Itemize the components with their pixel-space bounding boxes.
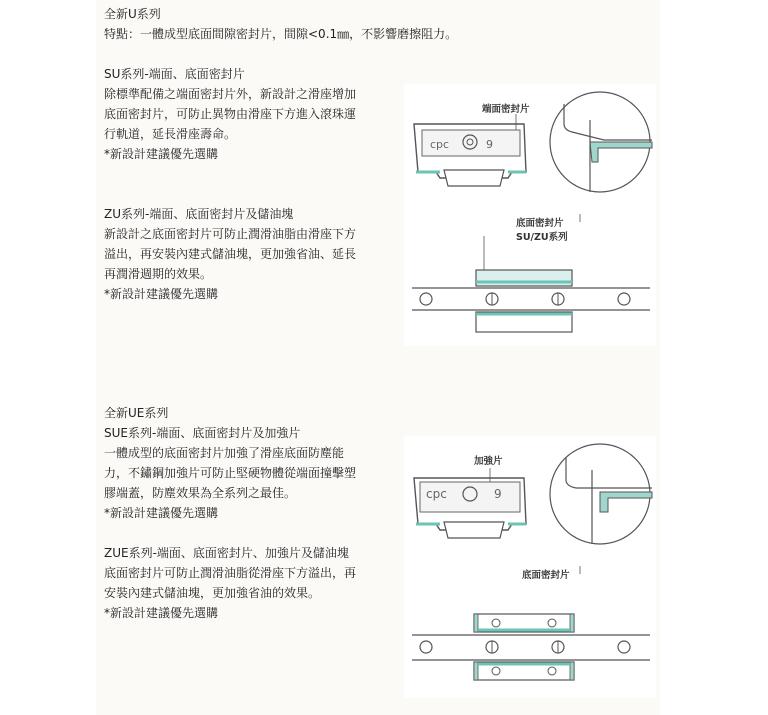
- zue-text: [104, 543, 356, 623]
- su-note: *新設計建議優先選購: [104, 147, 219, 161]
- zu-line-3: 再潤滑週期的效果。: [104, 267, 213, 281]
- zue-heading: ZUE系列-端面、底面密封片、加強片及儲油塊: [104, 546, 349, 560]
- su-line-1: 除標準配備之端面密封片外，新設計之滑座增加: [104, 87, 357, 101]
- sue-heading: SUE系列-端面、底面密封片及加強片: [104, 426, 301, 440]
- su-line-3: 行軌道，延長滑座壽命。: [104, 127, 237, 141]
- svg-text:9: 9: [486, 138, 493, 151]
- su-text: [104, 64, 356, 164]
- zu-heading: ZU系列-端面、底面密封片及儲油塊: [104, 207, 294, 221]
- su-zu-seal-diagram: [404, 84, 656, 346]
- series-label: SU/ZU系列: [516, 232, 568, 243]
- end-seal-label: 端面密封片: [482, 104, 530, 115]
- sue-line-2: 力，不鏽鋼加強片可防止堅硬物體從端面撞擊塑: [104, 466, 357, 480]
- bottom-seal-label: 底面密封片: [516, 218, 564, 229]
- brand-text: cpc: [430, 138, 450, 151]
- bottom-seal-label: 底面密封片: [522, 570, 570, 581]
- section-u-text: [104, 4, 457, 44]
- zue-line-2: 安裝內建式儲油塊，更加強省油的效果。: [104, 586, 321, 600]
- zu-line-2: 溢出，再安裝內建式儲油塊，更加強省油、延長: [104, 247, 357, 261]
- brand-text: cpc: [426, 487, 447, 501]
- su-heading: SU系列-端面、底面密封片: [104, 67, 245, 81]
- su-line-2: 底面密封片，可防止異物由滑座下方進入滾珠運: [104, 107, 357, 121]
- svg-text:9: 9: [494, 487, 502, 501]
- zue-line-1: 底面密封片可防止潤滑油脂從滑座下方溢出，再: [104, 566, 357, 580]
- sue-zue-seal-diagram: [404, 436, 656, 698]
- section-u-feature: 特點：一體成型底面間隙密封片，間隙<0.1㎜，不影響磨擦阻力。: [104, 27, 458, 41]
- zue-note: *新設計建議優先選購: [104, 606, 219, 620]
- sue-note: *新設計建議優先選購: [104, 506, 219, 520]
- zu-line-1: 新設計之底面密封片可防止潤滑油脂由滑座下方: [104, 227, 357, 241]
- section-u-title: 全新U系列: [104, 7, 161, 21]
- sue-text: [104, 403, 356, 523]
- reinforcement-label: 加強片: [474, 456, 503, 467]
- zu-text: [104, 204, 356, 304]
- zu-note: *新設計建議優先選購: [104, 287, 219, 301]
- sue-line-3: 膠端蓋，防塵效果為全系列之最佳。: [104, 486, 297, 500]
- sue-line-1: 一體成型的底面密封片加強了滑座底面防塵能: [104, 446, 345, 460]
- section-ue-title: 全新UE系列: [104, 406, 169, 420]
